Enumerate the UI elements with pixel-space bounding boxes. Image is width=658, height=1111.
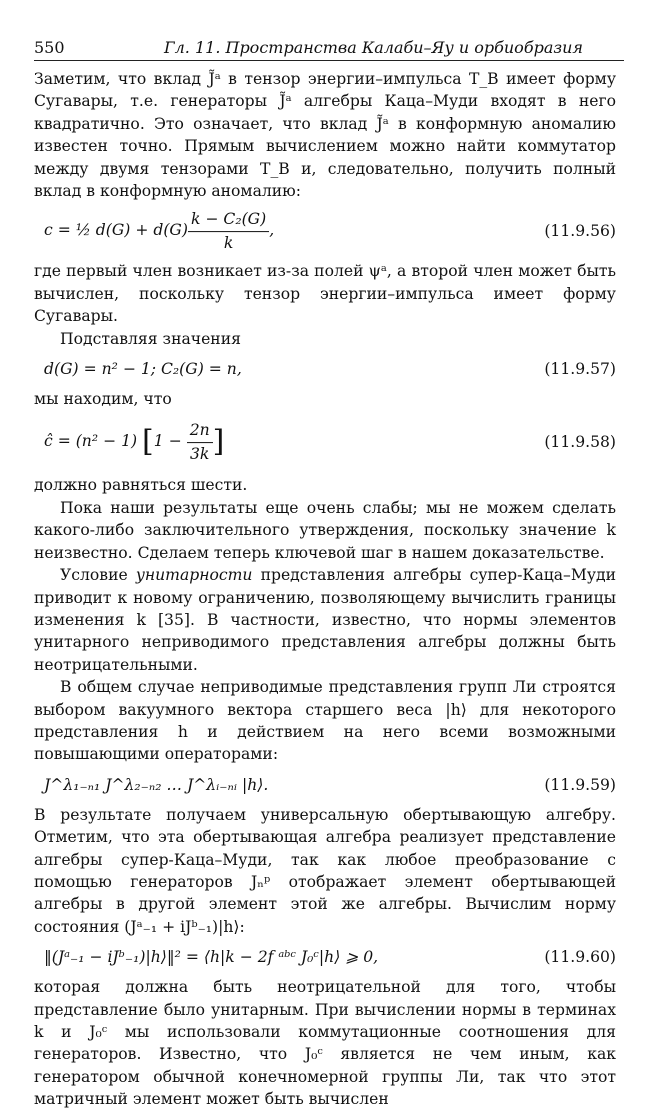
equation-expression: J^λ₁₋ₙ₁ J^λ₂₋ₙ₂ … J^λᵢ₋ₙᵢ |h⟩. xyxy=(44,775,269,794)
equation-number: (11.9.60) xyxy=(544,947,616,966)
fraction-numerator: 2n xyxy=(187,420,213,443)
one-minus: 1 − xyxy=(153,432,182,451)
emphasis-unitarity: унитарности xyxy=(135,566,253,585)
paragraph: которая должна быть неотрицательной для того, чтобы представление было унитарным. При вычислении нормы в терминах k и J₀ᶜ мы использовали коммутационные соотношения для генераторов. Известно, что J₀ᶜ является не чем иным, как генератором обычной конечномерной группы Ли, так что этот матричный элемент может быть вычислен xyxy=(34,978,616,1109)
page-number: 550 xyxy=(34,38,65,57)
equation-expression: d(G) = n² − 1; C₂(G) = n, xyxy=(44,359,242,378)
text-run: представления алгебры супер-Каца–Муди приводит к новому ограничению, позволяющему вычислить границы изменения k [35]. В частности, известно, что нормы элементов унитарного неприводимого представления алгебры должны быть неотрицательными. xyxy=(34,566,616,674)
fraction xyxy=(187,420,213,466)
paragraph: мы находим, что xyxy=(34,390,172,409)
fraction-denominator: k xyxy=(223,233,234,252)
page-header xyxy=(34,36,624,61)
equation-expression xyxy=(44,420,224,466)
fraction xyxy=(188,209,269,255)
equation-number: (11.9.56) xyxy=(544,222,616,241)
paragraph: Заметим, что вклад J̃ᵃ в тензор энергии–импульса T_B имеет форму Сугавары, т.е. генераторы J̃ᵃ алгебры Каца–Муди входят в него квадратично. Это означает, что вклад J̃ᵃ в конформную аномалию известен точно. Прямым вычислением можно найти коммутатор между двумя тензорами T_B и, следовательно, получить полный вклад в конформную аномалию: xyxy=(34,70,616,201)
equation-number: (11.9.58) xyxy=(544,433,616,452)
fraction-denominator: 3k xyxy=(189,444,210,463)
equation-number: (11.9.59) xyxy=(544,775,616,794)
equation-11-9-57 xyxy=(34,354,616,384)
equation-11-9-60 xyxy=(34,942,616,972)
equation-lhs: c = ½ d(G) + d(G) xyxy=(44,221,188,240)
left-bracket: [ xyxy=(142,424,154,460)
paragraph xyxy=(34,564,616,676)
text-run: Условие xyxy=(60,566,136,585)
paragraph: Подставляя значения xyxy=(60,329,241,348)
fraction-numerator: k − C₂(G) xyxy=(188,209,269,232)
equation-11-9-56 xyxy=(34,208,616,254)
right-bracket: ] xyxy=(212,424,225,460)
equation-11-9-58 xyxy=(34,414,616,470)
paragraph: В результате получаем универсальную обертывающую алгебру. Отметим, что эта обертывающая алгебра реализует представление алгебры супер-Каца–Муди, так как любое преобразование с помощью генераторов Jₙᵖ отображает элемент обертывающей алгебры в другой элемент этой же алгебры. Вычислим норму состояния (Jᵃ₋₁ + iJᵇ₋₁)|h⟩: xyxy=(34,805,616,936)
equation-number: (11.9.57) xyxy=(544,359,616,378)
equation-expression: ‖(Jᵃ₋₁ − iJᵇ₋₁)|h⟩‖² = ⟨h|k − 2f ᵃᵇᶜ J₀ᶜ|h⟩ ⩾ 0, xyxy=(44,947,379,966)
paragraph: где первый член возникает из-за полей ψᵃ, а второй член может быть вычислен, поскольку тензор энергии–импульса имеет форму Сугавары. xyxy=(34,262,616,326)
page-body xyxy=(34,68,616,1111)
paragraph: должно равняться шести. xyxy=(34,476,248,495)
equation-lhs: ĉ = (n² − 1) xyxy=(44,432,138,451)
paragraph: В общем случае неприводимые представления групп Ли строятся выбором вакуумного вектора старшего веса |h⟩ для некоторого представления h и действием на него всеми возможными повышающими операторами: xyxy=(34,678,616,764)
running-title: Гл. 11. Пространства Калаби–Яу и орбиобразия xyxy=(164,38,583,57)
paragraph: Пока наши результаты еще очень слабы; мы не можем сделать какого-либо заключительного утверждения, поскольку значение k неизвестно. Сделаем теперь ключевой шаг в нашем доказательстве. xyxy=(34,498,616,562)
equation-11-9-59 xyxy=(34,770,616,800)
equation-tail: , xyxy=(269,221,275,240)
equation-expression xyxy=(44,209,274,255)
